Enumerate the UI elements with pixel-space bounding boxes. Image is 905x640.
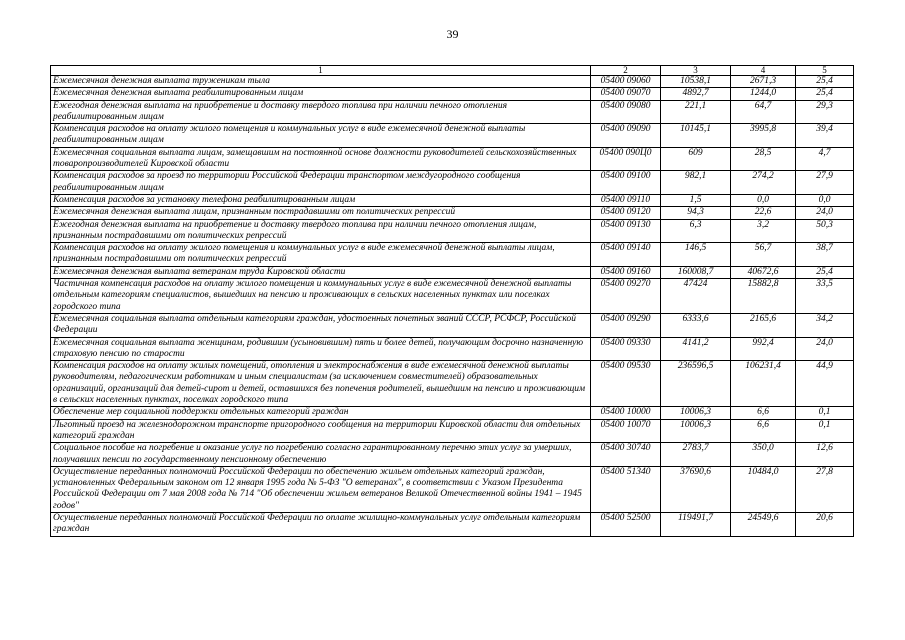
row-percent-cell: 27,8 [796, 466, 854, 512]
column-header: 3 [661, 66, 731, 76]
table-row [51, 443, 854, 467]
row-value-cell: 119491,7 [661, 512, 731, 536]
row-value-cell: 350,0 [731, 443, 796, 467]
table-row [51, 124, 854, 148]
table-row [51, 243, 854, 267]
row-percent-cell: 24,0 [796, 207, 854, 219]
row-code-cell: 05400 09100 [591, 171, 661, 195]
row-value-cell: 1244,0 [731, 88, 796, 100]
row-value-cell: 37690,6 [661, 466, 731, 512]
row-name-cell: Ежемесячная социальная выплата лицам, замещавшим на постоянной основе должности руководителей сельскохозяйственных товаропроизводителей Кировской области [51, 147, 591, 171]
row-name-cell: Ежемесячная социальная выплата отдельным категориям граждан, удостоенных почетных званий СССР, РСФСР, Российской Федерации [51, 313, 591, 337]
table-row [51, 361, 854, 407]
row-value-cell: 221,1 [661, 100, 731, 124]
row-code-cell: 05400 09120 [591, 207, 661, 219]
row-code-cell: 05400 09140 [591, 243, 661, 267]
row-name-cell: Обеспечение мер социальной поддержки отдельных категорий граждан [51, 407, 591, 419]
row-value-cell: 6333,6 [661, 313, 731, 337]
row-value-cell: 94,3 [661, 207, 731, 219]
row-value-cell: 160008,7 [661, 266, 731, 278]
row-value-cell: 1,5 [661, 194, 731, 206]
row-code-cell: 05400 51340 [591, 466, 661, 512]
table-row [51, 313, 854, 337]
row-value-cell: 274,2 [731, 171, 796, 195]
row-percent-cell: 12,6 [796, 443, 854, 467]
column-header: 2 [591, 66, 661, 76]
row-value-cell: 64,7 [731, 100, 796, 124]
row-value-cell: 3995,8 [731, 124, 796, 148]
row-value-cell: 2165,6 [731, 313, 796, 337]
row-name-cell: Частичная компенсация расходов на оплату жилого помещения и коммунальных услуг в виде ежемесячной денежной выплаты отдельным категориям специалистов, вышедших на пенсию и проживающих в сельских населенных пунктах или поселках городского типа [51, 279, 591, 314]
row-name-cell: Ежемесячная денежная выплата лицам, признанным пострадавшими от политических репрессий [51, 207, 591, 219]
row-value-cell: 236596,5 [661, 361, 731, 407]
row-name-cell: Компенсация расходов за проезд по территории Российской Федерации транспортом междугородного сообщения реабилитированным лицам [51, 171, 591, 195]
row-code-cell: 05400 090Ц0 [591, 147, 661, 171]
table-row [51, 266, 854, 278]
budget-table [50, 65, 854, 537]
row-name-cell: Ежегодная денежная выплата на приобретение и доставку твердого топлива при наличии печного отопления лицам, признанным пострадавшими от политических репрессий [51, 219, 591, 243]
table-row [51, 337, 854, 361]
table-header-row [51, 66, 854, 76]
row-code-cell: 05400 52500 [591, 512, 661, 536]
row-value-cell: 992,4 [731, 337, 796, 361]
row-percent-cell: 20,6 [796, 512, 854, 536]
row-code-cell: 05400 09060 [591, 76, 661, 88]
row-percent-cell: 33,5 [796, 279, 854, 314]
table-row [51, 207, 854, 219]
row-name-cell: Осуществление переданных полномочий Российской Федерации по обеспечению жильем отдельных категорий граждан, установленных Федеральным законом от 12 января 1995 года № 5-ФЗ "О ветеранах", в соответствии с Указом Президента Российской Федерации от 7 мая 2008 года № 714 "Об обеспечении жильем ветеранов Великой Отечественной войны 1941 – 1945 годов" [51, 466, 591, 512]
row-value-cell: 2671,3 [731, 76, 796, 88]
row-value-cell: 10006,3 [661, 419, 731, 443]
row-percent-cell: 44,9 [796, 361, 854, 407]
row-code-cell: 05400 09080 [591, 100, 661, 124]
row-percent-cell: 50,3 [796, 219, 854, 243]
table-row [51, 194, 854, 206]
row-value-cell: 609 [661, 147, 731, 171]
row-value-cell: 10006,3 [661, 407, 731, 419]
row-name-cell: Осуществление переданных полномочий Российской Федерации по оплате жилищно-коммунальных услуг отдельным категориям граждан [51, 512, 591, 536]
row-name-cell: Льготный проезд на железнодорожном транспорте пригородного сообщения на территории Кировской области для отдельных категорий граждан [51, 419, 591, 443]
row-value-cell: 6,6 [731, 407, 796, 419]
row-code-cell: 05400 09090 [591, 124, 661, 148]
row-percent-cell: 25,4 [796, 266, 854, 278]
column-header: 1 [51, 66, 591, 76]
row-value-cell: 10145,1 [661, 124, 731, 148]
row-value-cell: 22,6 [731, 207, 796, 219]
row-name-cell: Компенсация расходов на оплату жилого помещения и коммунальных услуг в виде ежемесячной денежной выплаты лицам, признанным пострадавшими от политических репрессий [51, 243, 591, 267]
row-code-cell: 05400 09270 [591, 279, 661, 314]
row-value-cell: 15882,8 [731, 279, 796, 314]
row-name-cell: Ежемесячная денежная выплата ветеранам труда Кировской области [51, 266, 591, 278]
row-value-cell: 0,0 [731, 194, 796, 206]
table-row [51, 147, 854, 171]
row-value-cell: 10484,0 [731, 466, 796, 512]
row-value-cell: 3,2 [731, 219, 796, 243]
table-row [51, 407, 854, 419]
row-code-cell: 05400 09110 [591, 194, 661, 206]
table-row [51, 512, 854, 536]
row-value-cell: 106231,4 [731, 361, 796, 407]
row-code-cell: 05400 09070 [591, 88, 661, 100]
row-code-cell: 05400 10000 [591, 407, 661, 419]
row-value-cell: 4892,7 [661, 88, 731, 100]
row-percent-cell: 4,7 [796, 147, 854, 171]
row-value-cell: 4141,2 [661, 337, 731, 361]
table-row [51, 76, 854, 88]
table-row [51, 466, 854, 512]
row-code-cell: 05400 09130 [591, 219, 661, 243]
table-row [51, 88, 854, 100]
row-value-cell: 982,1 [661, 171, 731, 195]
row-percent-cell: 24,0 [796, 337, 854, 361]
row-value-cell: 146,5 [661, 243, 731, 267]
row-percent-cell: 25,4 [796, 76, 854, 88]
row-percent-cell: 0,1 [796, 419, 854, 443]
table-row [51, 279, 854, 314]
table-row [51, 219, 854, 243]
row-percent-cell: 38,7 [796, 243, 854, 267]
row-name-cell: Компенсация расходов на оплату жилых помещений, отопления и электроснабжения в виде ежемесячной денежной выплаты руководителям, педагогическим работникам и иным специалистам (за исключением совместителей) образовательных организаций, организаций для детей-сирот и детей, оставшихся без попечения родителей, вышедшим на пенсию и проживающим в сельских населенных пунктах, поселках городского типа [51, 361, 591, 407]
row-percent-cell: 27,9 [796, 171, 854, 195]
row-value-cell: 40672,6 [731, 266, 796, 278]
column-header: 5 [796, 66, 854, 76]
row-value-cell: 47424 [661, 279, 731, 314]
row-percent-cell: 29,3 [796, 100, 854, 124]
row-name-cell: Ежемесячная денежная выплата реабилитированным лицам [51, 88, 591, 100]
page-number: 39 [446, 27, 459, 41]
row-name-cell: Ежемесячная денежная выплата труженикам тыла [51, 76, 591, 88]
table-row [51, 171, 854, 195]
row-name-cell: Ежемесячная социальная выплата женщинам, родившим (усыновившим) пять и более детей, получающим досрочно назначенную страховую пенсию по старости [51, 337, 591, 361]
row-percent-cell: 25,4 [796, 88, 854, 100]
row-code-cell: 05400 09290 [591, 313, 661, 337]
row-percent-cell: 0,1 [796, 407, 854, 419]
row-name-cell: Социальное пособие на погребение и оказание услуг по погребению согласно гарантированному перечню этих услуг за умерших, получавших пенсии по государственному пенсионному обеспечению [51, 443, 591, 467]
row-name-cell: Компенсация расходов на оплату жилого помещения и коммунальных услуг в виде ежемесячной денежной выплаты реабилитированным лицам [51, 124, 591, 148]
row-value-cell: 10538,1 [661, 76, 731, 88]
row-code-cell: 05400 09330 [591, 337, 661, 361]
row-percent-cell: 0,0 [796, 194, 854, 206]
column-header: 4 [731, 66, 796, 76]
row-percent-cell: 39,4 [796, 124, 854, 148]
row-value-cell: 6,3 [661, 219, 731, 243]
row-value-cell: 24549,6 [731, 512, 796, 536]
row-value-cell: 28,5 [731, 147, 796, 171]
row-name-cell: Ежегодная денежная выплата на приобретение и доставку твердого топлива при наличии печного отопления реабилитированным лицам [51, 100, 591, 124]
row-code-cell: 05400 30740 [591, 443, 661, 467]
row-code-cell: 05400 10070 [591, 419, 661, 443]
row-code-cell: 05400 09160 [591, 266, 661, 278]
row-value-cell: 6,6 [731, 419, 796, 443]
row-value-cell: 2783,7 [661, 443, 731, 467]
row-code-cell: 05400 09530 [591, 361, 661, 407]
row-percent-cell: 34,2 [796, 313, 854, 337]
row-value-cell: 56,7 [731, 243, 796, 267]
row-name-cell: Компенсация расходов за установку телефона реабилитированным лицам [51, 194, 591, 206]
table-row [51, 100, 854, 124]
table-row [51, 419, 854, 443]
